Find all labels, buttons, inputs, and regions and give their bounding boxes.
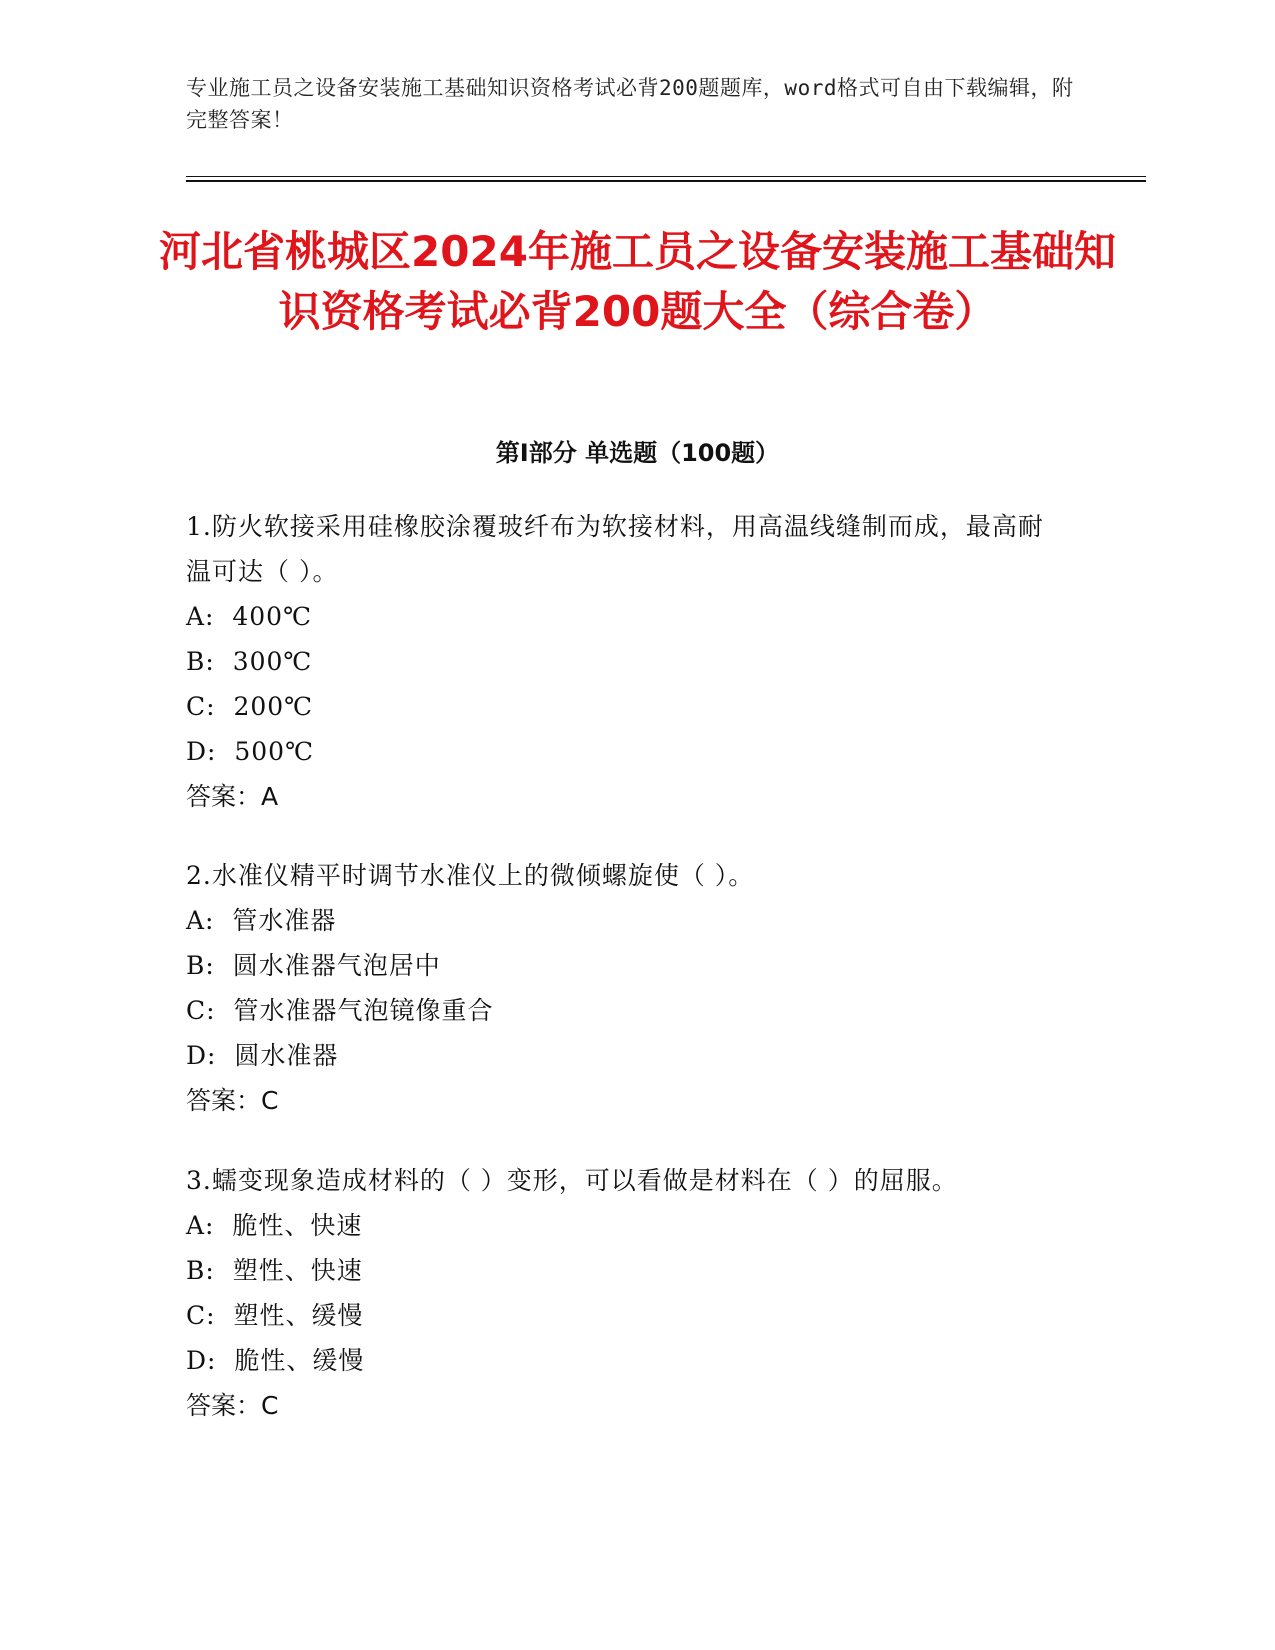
header-note: 专业施工员之设备安装施工基础知识资格考试必背200题题库，word格式可自由下载编辑，附完整答案！: [186, 76, 1074, 132]
answer-line: 答案：C: [186, 1086, 279, 1115]
option-d: D: 圆水准器: [186, 1041, 339, 1070]
option-d: D: 500℃: [186, 737, 315, 766]
header-divider-thin: [186, 176, 1146, 177]
question-2: [186, 853, 1066, 1123]
option-c: C: 管水准器气泡镜像重合: [186, 996, 494, 1025]
question-3: [186, 1158, 1066, 1428]
option-a: A: 400℃: [186, 602, 313, 631]
option-c: C: 塑性、缓慢: [186, 1301, 364, 1330]
question-stem: 3.蠕变现象造成材料的（ ）变形，可以看做是材料在（ ）的屈服。: [186, 1166, 958, 1195]
header-divider-thick: [186, 180, 1146, 182]
answer-line: 答案：C: [186, 1391, 279, 1420]
section-heading: 第Ⅰ部分 单选题（100题）: [495, 439, 780, 467]
option-b: B: 圆水准器气泡居中: [186, 951, 441, 980]
document-title: 河北省桃城区2024年施工员之设备安装施工基础知识资格考试必背200题大全（综合卷）: [159, 227, 1116, 336]
option-b: B: 塑性、快速: [186, 1256, 363, 1285]
option-a: A: 脆性、快速: [186, 1211, 363, 1240]
answer-line: 答案：A: [186, 782, 279, 811]
option-c: C: 200℃: [186, 692, 314, 721]
option-a: A: 管水准器: [186, 906, 337, 935]
question-stem: 1.防火软接采用硅橡胶涂覆玻纤布为软接材料，用高温线缝制而成，最高耐温可达（ ）。: [186, 512, 1044, 586]
option-b: B: 300℃: [186, 647, 313, 676]
option-d: D: 脆性、缓慢: [186, 1346, 365, 1375]
question-1: [186, 504, 1066, 819]
question-stem: 2.水准仪精平时调节水准仪上的微倾螺旋使（ ）。: [186, 861, 755, 890]
